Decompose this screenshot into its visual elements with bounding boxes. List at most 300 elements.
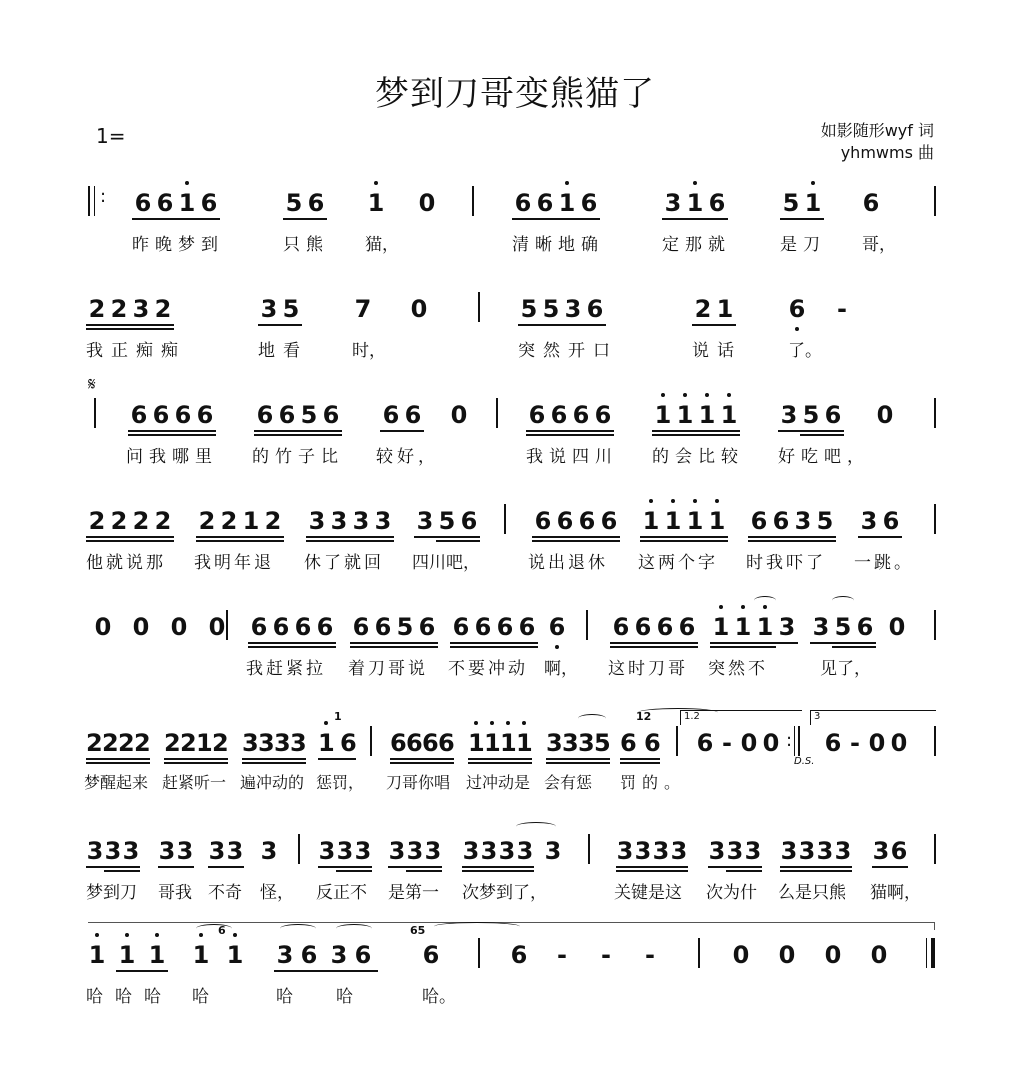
- note: 3: [780, 401, 798, 429]
- note-group: [640, 496, 728, 546]
- note-group: [620, 718, 660, 768]
- note: 6: [546, 602, 568, 652]
- beam: [532, 540, 620, 542]
- note: 6: [278, 401, 296, 429]
- note: 1: [146, 930, 168, 980]
- beam: [318, 866, 372, 868]
- note: 6: [322, 401, 340, 429]
- barline: [934, 610, 936, 640]
- note: 5: [285, 189, 303, 217]
- note-group: [546, 718, 610, 768]
- note: 6: [406, 729, 423, 757]
- note-group: [380, 390, 424, 440]
- note: 6: [130, 401, 148, 429]
- rest: 0: [762, 729, 780, 757]
- note: 1: [662, 496, 684, 546]
- ds-mark: D.S.: [794, 756, 815, 767]
- note: 6: [316, 613, 334, 641]
- note-group: [258, 284, 302, 334]
- beam: [86, 758, 150, 760]
- note: 1: [484, 718, 500, 768]
- beam: [800, 434, 844, 436]
- note-group: [610, 602, 698, 652]
- beam: [468, 762, 532, 764]
- note-group: [512, 178, 600, 228]
- note: 6: [518, 613, 536, 641]
- note-group: [416, 178, 438, 228]
- note-group: [390, 718, 454, 768]
- note: 6: [612, 613, 630, 641]
- note-group: [86, 826, 140, 876]
- note: 3: [708, 837, 726, 865]
- barline: [934, 834, 936, 864]
- grace-note: 65: [410, 924, 426, 937]
- note: 3: [634, 837, 652, 865]
- beam: [526, 434, 614, 436]
- note: 3: [578, 729, 595, 757]
- lyric: 时我吓了: [746, 553, 826, 573]
- note: 6: [300, 941, 318, 969]
- note: 3: [860, 507, 878, 535]
- beam: [254, 430, 342, 432]
- beam: [86, 536, 174, 538]
- system-1-lyrics: [80, 230, 950, 260]
- note: 3: [318, 837, 336, 865]
- lyric: 是刀: [780, 235, 826, 255]
- note-group: [810, 602, 876, 652]
- beam: [104, 870, 140, 872]
- lyric: 次为什: [706, 883, 757, 903]
- beam: [254, 434, 342, 436]
- note-group: [778, 390, 844, 440]
- system-8-lyrics: [80, 982, 950, 1012]
- note: 3: [564, 295, 582, 323]
- note-group: [248, 602, 336, 652]
- lyric: 着刀哥说: [348, 659, 428, 679]
- note: 6: [152, 401, 170, 429]
- beam: [436, 540, 480, 542]
- note-group: [858, 496, 902, 546]
- lyric: 遍冲动的: [240, 773, 305, 792]
- beam: [710, 646, 776, 648]
- beam: [380, 430, 424, 432]
- system-4-notes: [80, 496, 950, 546]
- note: 3: [794, 507, 812, 535]
- lyric: 猫啊，: [870, 883, 921, 903]
- system-6-lyrics: [80, 770, 950, 800]
- note: 6: [340, 729, 357, 757]
- beam: [388, 866, 442, 868]
- note: 3: [416, 507, 434, 535]
- system-4-lyrics: [80, 548, 950, 578]
- note: 3: [276, 941, 294, 969]
- lyric: 关键是这: [614, 883, 682, 903]
- rest: 0: [208, 613, 226, 641]
- beam: [748, 536, 836, 538]
- lyric: 时，: [352, 341, 386, 361]
- note: 6: [452, 613, 470, 641]
- note: 3: [352, 507, 370, 535]
- note: 1: [468, 718, 484, 768]
- note-group: [780, 178, 824, 228]
- beam: [858, 536, 902, 538]
- segno-sign: 𝄋: [88, 374, 96, 395]
- note-group: [886, 602, 908, 652]
- beam: [512, 218, 600, 220]
- note-group: [448, 390, 470, 440]
- beam: [116, 970, 168, 972]
- beam: [450, 646, 538, 648]
- beam: [546, 762, 610, 764]
- beam: [652, 430, 740, 432]
- note: 2: [118, 729, 135, 757]
- lyric: 梦醒起来: [84, 773, 149, 792]
- beam: [128, 430, 216, 432]
- note: 6: [890, 837, 908, 865]
- rest: 0: [418, 189, 436, 217]
- note: 3: [274, 729, 291, 757]
- beam: [242, 762, 306, 764]
- note: 3: [158, 837, 176, 865]
- lyric: 哥，: [862, 235, 896, 255]
- note: 3: [546, 729, 563, 757]
- note: 6: [528, 401, 546, 429]
- note: 6: [580, 189, 598, 217]
- barline: [934, 398, 936, 428]
- lyricist-credit: 如影随形wyf 词: [820, 121, 934, 140]
- rest: 0: [450, 401, 468, 429]
- beam: [748, 540, 836, 542]
- note-group: [462, 826, 564, 876]
- beam: [610, 646, 698, 648]
- note: 6: [750, 507, 768, 535]
- note: 6: [824, 729, 842, 757]
- beam: [86, 328, 174, 330]
- note: 3: [406, 837, 424, 865]
- note-group: [710, 602, 798, 652]
- note: 6: [620, 729, 637, 757]
- note: 3: [834, 837, 852, 865]
- lyric: 惩罚，: [316, 773, 365, 792]
- note: 1: [242, 507, 260, 535]
- beam: [390, 758, 454, 760]
- beam: [832, 646, 876, 648]
- system-8: [80, 924, 950, 1050]
- note: 1: [318, 718, 334, 768]
- beam: [710, 642, 798, 644]
- dash: -: [557, 941, 567, 969]
- note: 3: [242, 729, 259, 757]
- note: 1: [716, 295, 734, 323]
- grace-note: 12: [636, 710, 652, 723]
- note: 6: [156, 189, 174, 217]
- lyric: 的竹子比: [252, 447, 344, 467]
- beam: [532, 536, 620, 538]
- note-group: [652, 390, 740, 440]
- note-group: [468, 718, 532, 768]
- note: 3: [498, 837, 516, 865]
- note: 6: [696, 729, 714, 757]
- note: 6: [272, 613, 290, 641]
- note: 3: [388, 837, 406, 865]
- barline: [588, 834, 590, 864]
- lyric: 不奇: [208, 883, 242, 903]
- grace-note: 1: [334, 710, 342, 723]
- note: 6: [572, 401, 590, 429]
- note-group: [508, 930, 662, 980]
- barline: [504, 504, 506, 534]
- lyric: 哥我: [158, 883, 192, 903]
- note: 5: [834, 613, 852, 641]
- barline: [496, 398, 498, 428]
- system-1: [80, 178, 950, 298]
- note: 3: [652, 837, 670, 865]
- note-group: [874, 390, 896, 440]
- note: 3: [544, 837, 562, 865]
- barline: [934, 726, 936, 756]
- note: 6: [862, 189, 880, 217]
- note-group: [532, 496, 620, 546]
- rest: 0: [732, 941, 750, 969]
- system-3: [80, 390, 950, 510]
- note: 3: [670, 837, 688, 865]
- beam: [196, 536, 284, 538]
- rest: 0: [740, 729, 758, 757]
- system-6-notes: [80, 710, 950, 768]
- lyric: 不要冲动: [448, 659, 528, 679]
- note: 3: [778, 613, 796, 641]
- note: 3: [780, 837, 798, 865]
- beam: [708, 866, 762, 868]
- lyric: 这时刀哥: [608, 659, 688, 679]
- note: 3: [480, 837, 498, 865]
- note: 1: [176, 178, 198, 228]
- note: 5: [282, 295, 300, 323]
- note: 6: [422, 729, 439, 757]
- note-group: [786, 284, 854, 334]
- note: 3: [872, 837, 890, 865]
- note-group: [616, 826, 688, 876]
- beam: [242, 758, 306, 760]
- lyric: 他就说那: [86, 553, 166, 573]
- lyric: 一跳。: [854, 553, 914, 573]
- barline: [478, 938, 480, 968]
- note: 1: [674, 390, 696, 440]
- lyric: 四川吧，: [412, 553, 480, 573]
- repeat-start-thick: [88, 186, 90, 216]
- note: 6: [600, 507, 618, 535]
- beam: [196, 540, 284, 542]
- beam: [390, 762, 454, 764]
- lyric: 清晰地确: [512, 235, 604, 255]
- note-group: [306, 496, 394, 546]
- note-group: [196, 496, 284, 546]
- rest: 0: [888, 613, 906, 641]
- note: 3: [226, 837, 244, 865]
- lyric: 我赶紧拉: [246, 659, 326, 679]
- note: 3: [290, 729, 307, 757]
- system-1-notes: [80, 178, 950, 228]
- note: 5: [520, 295, 538, 323]
- rest: 0: [170, 613, 188, 641]
- lyric: 见了，: [820, 659, 871, 679]
- note-group: [730, 930, 890, 980]
- note-group: [260, 826, 278, 876]
- note: 6: [438, 729, 455, 757]
- note: 3: [258, 729, 275, 757]
- note: 5: [782, 189, 800, 217]
- note: 6: [196, 401, 214, 429]
- note-group: [86, 930, 168, 980]
- lyric: 哈: [192, 987, 209, 1007]
- note-group: [242, 718, 306, 768]
- beam: [780, 218, 824, 220]
- note: 2: [198, 507, 216, 535]
- note: 6: [307, 189, 325, 217]
- dash: -: [645, 941, 655, 969]
- beam: [462, 866, 534, 868]
- beam: [546, 758, 610, 760]
- note: 1: [640, 496, 662, 546]
- lyric: 刀哥你唱: [386, 773, 451, 792]
- beam: [450, 642, 538, 644]
- note: 1: [710, 602, 732, 652]
- note: 3: [424, 837, 442, 865]
- dash: -: [722, 729, 732, 757]
- composer-credit: yhmwms 曲: [840, 143, 934, 162]
- lyric: 我正痴痴: [86, 341, 186, 361]
- note-group: [546, 602, 568, 652]
- beam: [652, 434, 740, 436]
- lyric: 哈。: [422, 987, 456, 1007]
- beam: [662, 218, 728, 220]
- repeat-end-dots: :: [786, 730, 793, 751]
- note-group: [283, 178, 327, 228]
- rest: 0: [868, 729, 886, 757]
- lyric: 哈哈哈: [86, 987, 173, 1007]
- note: 6: [536, 189, 554, 217]
- note: 1: [754, 602, 776, 652]
- note-group: [190, 930, 246, 980]
- lyric: 是第一: [388, 883, 439, 903]
- note: 3: [260, 295, 278, 323]
- note: 1: [684, 496, 706, 546]
- note: 7: [354, 295, 372, 323]
- beam: [164, 762, 228, 764]
- lyric: 梦到刀: [86, 883, 137, 903]
- note: 6: [294, 613, 312, 641]
- note-group: [414, 496, 480, 546]
- beam: [620, 762, 660, 764]
- note-group: [708, 826, 762, 876]
- rest: 0: [876, 401, 894, 429]
- note: 6: [352, 613, 370, 641]
- note-group: [128, 390, 216, 440]
- note: 6: [678, 613, 696, 641]
- beam: [336, 870, 372, 872]
- system-8-notes: [80, 924, 950, 980]
- beam: [248, 646, 336, 648]
- note-group: [388, 826, 442, 876]
- barline: [934, 504, 936, 534]
- beam: [778, 430, 844, 432]
- note: 6: [250, 613, 268, 641]
- note: 6: [404, 401, 422, 429]
- system-3-notes: [80, 390, 950, 440]
- repeat-end-thin: [794, 726, 795, 756]
- note-group: [158, 826, 194, 876]
- lyric: 休了就回: [304, 553, 384, 573]
- system-5: [80, 602, 950, 722]
- note: 3: [374, 507, 392, 535]
- note-group: [86, 496, 174, 546]
- lyric: 罚的。: [620, 773, 687, 792]
- lyric: 地看: [258, 341, 308, 361]
- beam: [164, 758, 228, 760]
- barline: [370, 726, 372, 756]
- note: 2: [180, 729, 197, 757]
- note: 3: [816, 837, 834, 865]
- lyric: 怪，: [260, 883, 294, 903]
- lyric: 么是只熊: [778, 883, 846, 903]
- lyric: 会有惩: [544, 773, 593, 792]
- note: 5: [542, 295, 560, 323]
- note: 6: [534, 507, 552, 535]
- beam: [780, 870, 852, 872]
- note: 3: [330, 941, 348, 969]
- note: 3: [330, 507, 348, 535]
- note: 3: [336, 837, 354, 865]
- note: 3: [516, 837, 534, 865]
- note: 3: [308, 507, 326, 535]
- note: 6: [382, 401, 400, 429]
- lyric: 突然开口: [518, 341, 618, 361]
- note: 6: [856, 613, 874, 641]
- note: 2: [164, 729, 181, 757]
- note: 6: [656, 613, 674, 641]
- note-group: [860, 178, 882, 228]
- beam: [810, 642, 876, 644]
- note-group: [352, 284, 374, 334]
- note-group: [350, 602, 438, 652]
- rest: 0: [94, 613, 112, 641]
- lyric: 啊，: [544, 659, 578, 679]
- note: 3: [132, 295, 150, 323]
- note-group: [318, 718, 356, 768]
- system-4: [80, 496, 950, 616]
- beam: [248, 642, 336, 644]
- rest: 0: [824, 941, 842, 969]
- lyric: 昨晚梦到: [132, 235, 224, 255]
- note: 1: [116, 930, 138, 980]
- note: 1: [500, 718, 516, 768]
- note: 3: [616, 837, 634, 865]
- note: 6: [594, 401, 612, 429]
- note-group: [692, 284, 736, 334]
- note-group: [780, 826, 852, 876]
- note: 2: [88, 507, 106, 535]
- system-2-notes: [80, 284, 950, 334]
- beam: [86, 324, 174, 326]
- rest: 0: [890, 729, 908, 757]
- dash: -: [850, 729, 860, 757]
- note: 2: [154, 295, 172, 323]
- note: 2: [88, 295, 106, 323]
- note-group: [365, 178, 387, 228]
- note-group: [254, 390, 342, 440]
- lyric: 我说四川: [526, 447, 618, 467]
- note: 1: [516, 718, 532, 768]
